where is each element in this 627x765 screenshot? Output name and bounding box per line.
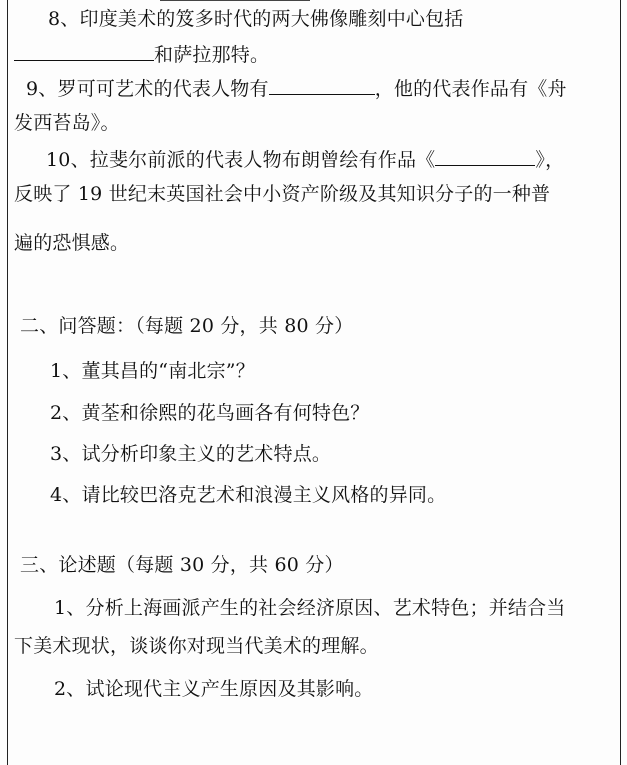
section-2-question-4	[50, 482, 446, 508]
question-10-text-cont2: 反映了 19 世纪末英国社会中小资产阶级及其知识分子的一种普	[14, 183, 551, 205]
question-10-line3	[14, 230, 129, 256]
question-8-text-cont: 和萨拉那特。	[154, 44, 270, 66]
section-3-heading-text: 三、论述题（每题 30 分，共 60 分）	[20, 554, 344, 576]
section-3-question-2-text: 2、试论现代主义产生原因及其影响。	[54, 678, 374, 700]
section-3-question-1-text: 1、分析上海画派产生的社会经济原因、艺术特色；并结合当	[54, 597, 566, 619]
section-2-question-1	[50, 358, 255, 384]
question-9-text-end: 发西苔岛》。	[14, 112, 120, 134]
question-10-line1	[46, 145, 564, 173]
question-8-line2	[14, 40, 269, 68]
answer-blank[interactable]	[14, 40, 154, 61]
question-8-line1	[48, 6, 464, 32]
question-9-text: 9、罗可可艺术的代表人物有	[26, 78, 269, 100]
section-2-question-3-text: 3、试分析印象主义的艺术特点。	[50, 443, 332, 465]
question-9-line2	[14, 110, 120, 136]
top-rule	[160, 0, 310, 1]
section-2-heading-text: 二、问答题：（每题 20 分，共 80 分）	[20, 315, 354, 337]
section-3-question-1-line1	[54, 595, 566, 621]
left-border	[7, 0, 8, 765]
section-3-question-2	[54, 676, 374, 702]
question-9-text-cont: ，他的代表作品有《舟	[374, 78, 567, 100]
section-2-question-3	[50, 441, 331, 467]
question-10-text: 10、拉斐尔前派的代表人物布朗曾绘有作品《	[46, 149, 436, 171]
question-10-text-end: 遍的恐惧感。	[14, 232, 130, 254]
question-10-text-cont: 》，	[535, 149, 565, 171]
question-10-line2	[14, 181, 550, 207]
section-2-heading	[20, 313, 353, 339]
section-2-question-4-text: 4、请比较巴洛克艺术和浪漫主义风格的异同。	[50, 484, 447, 506]
section-2-question-1-text: 1、董其昌的“南北宗”？	[50, 360, 255, 382]
question-8-text: 8、印度美术的笈多时代的两大佛像雕刻中心包括	[48, 8, 464, 30]
section-2-question-2-text: 2、黄荃和徐熙的花鸟画各有何特色？	[50, 402, 370, 424]
section-3-heading	[20, 552, 344, 578]
answer-blank[interactable]	[435, 145, 535, 166]
section-3-question-1-line2	[14, 633, 379, 659]
question-9-line1	[26, 74, 567, 102]
section-3-question-1-text-cont: 下美术现状，谈谈你对现当代美术的理解。	[14, 635, 379, 657]
section-2-question-2	[50, 400, 370, 426]
right-border	[620, 0, 621, 765]
answer-blank[interactable]	[269, 74, 375, 95]
